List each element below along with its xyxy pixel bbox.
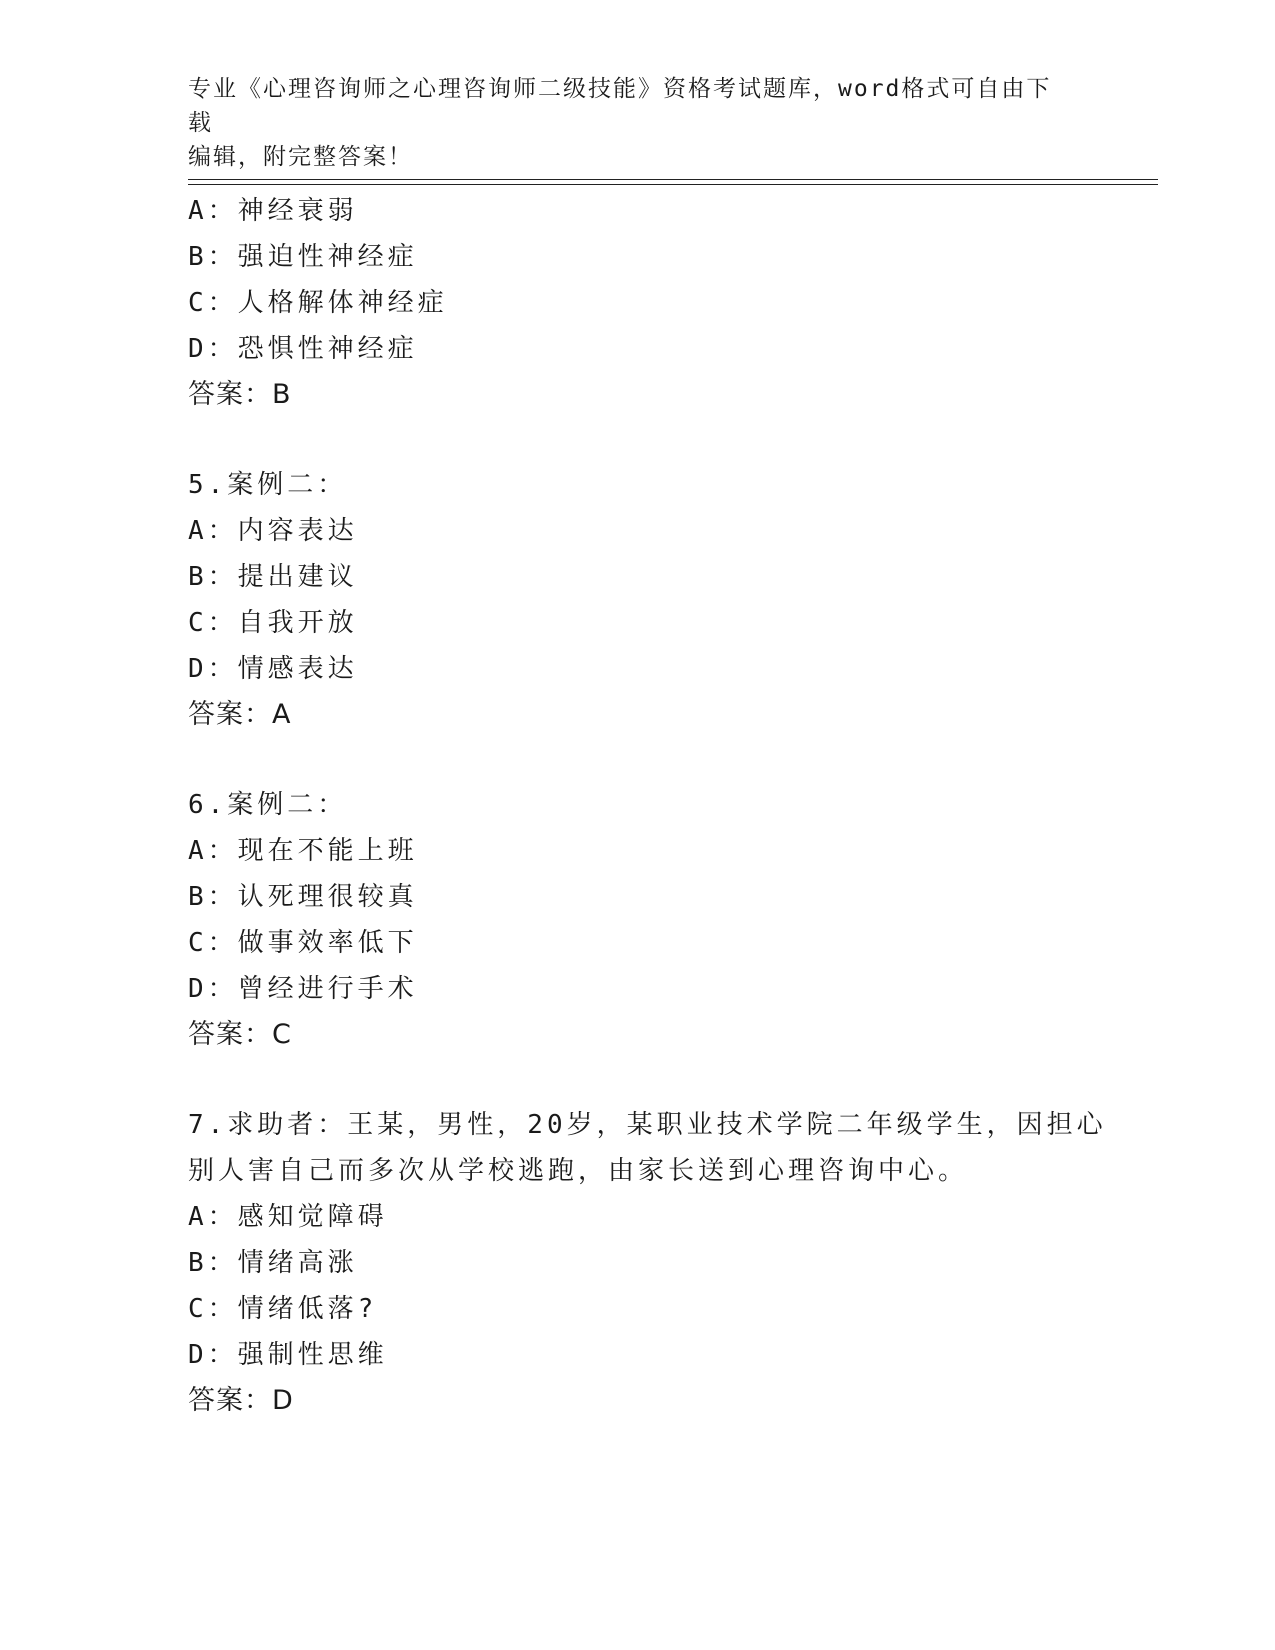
question-6 (188, 782, 1068, 1058)
option-c: C：情绪低落? (188, 1294, 378, 1324)
spacer (188, 1058, 1068, 1102)
document-header (188, 72, 1068, 174)
option-c: C：做事效率低下 (188, 928, 418, 958)
answer: 答案：D (188, 1385, 294, 1416)
question-list (188, 188, 1107, 1424)
question-stem-line-1: 7.求助者：王某，男性，20岁，某职业技术学院二年级学生，因担心 (188, 1110, 1107, 1140)
option-b: B：强迫性神经症 (188, 242, 418, 272)
answer: 答案：C (188, 1019, 292, 1050)
header-line-1: 专业《心理咨询师之心理咨询师二级技能》资格考试题库，word格式可自由下载 (188, 76, 1052, 136)
question-7 (188, 1102, 1107, 1424)
option-a: A：内容表达 (188, 516, 358, 546)
option-d: D：情感表达 (188, 654, 358, 684)
option-c: C：人格解体神经症 (188, 288, 448, 318)
option-d: D：恐惧性神经症 (188, 334, 418, 364)
question-4 (188, 188, 1068, 418)
option-d: D：曾经进行手术 (188, 974, 418, 1004)
option-b: B：情绪高涨 (188, 1248, 358, 1278)
question-5 (188, 462, 1068, 738)
spacer (188, 738, 1068, 782)
option-c: C：自我开放 (188, 608, 358, 638)
option-b: B：认死理很较真 (188, 882, 418, 912)
option-a: A：感知觉障碍 (188, 1202, 388, 1232)
spacer (188, 418, 1068, 462)
header-line-2: 编辑，附完整答案！ (188, 144, 413, 170)
option-d: D：强制性思维 (188, 1340, 388, 1370)
header-divider (188, 179, 1158, 185)
answer: 答案：A (188, 699, 292, 730)
option-a: A：现在不能上班 (188, 836, 418, 866)
answer: 答案：B (188, 379, 292, 410)
option-b: B：提出建议 (188, 562, 358, 592)
question-stem: 6.案例二： (188, 790, 348, 820)
question-stem-line-2: 别人害自己而多次从学校逃跑，由家长送到心理咨询中心。 (188, 1156, 969, 1186)
question-stem: 5.案例二： (188, 470, 348, 500)
option-a: A：神经衰弱 (188, 196, 358, 226)
